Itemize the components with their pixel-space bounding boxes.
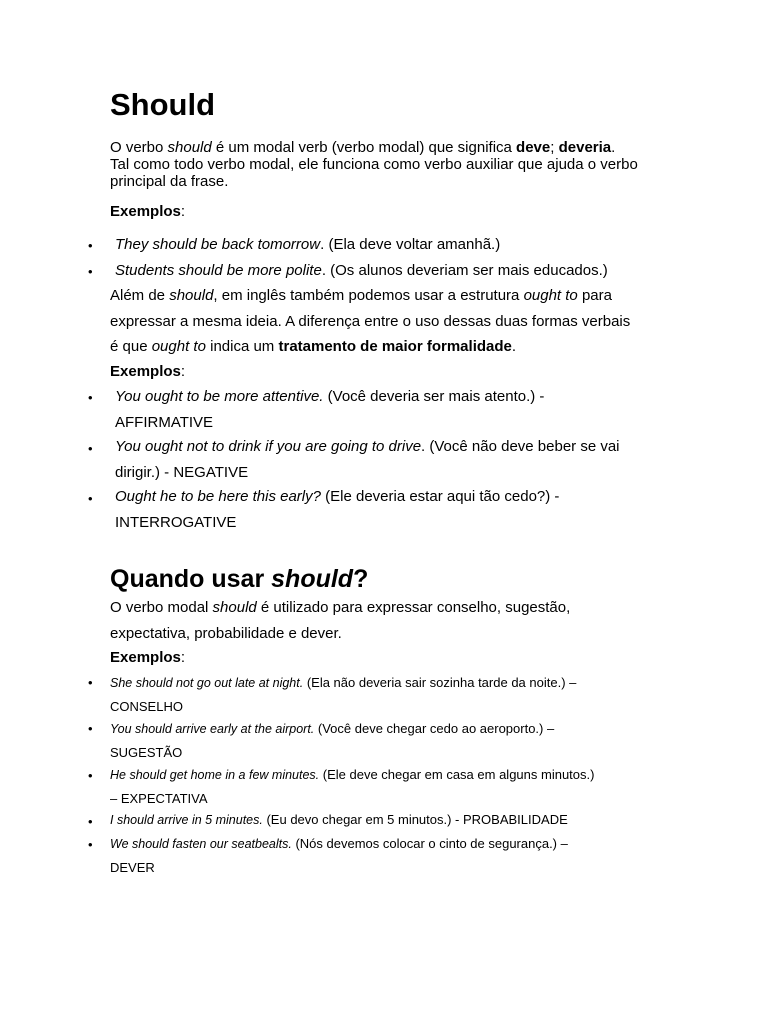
example-translation: (Nós devemos colocar o cinto de segurança.) –: [291, 836, 568, 851]
title-text: ?: [353, 565, 369, 593]
example-english: She should not go out late at night.: [110, 676, 304, 690]
list-item-line: [115, 384, 544, 410]
examples-label: [110, 363, 185, 381]
italic-term: should: [167, 139, 212, 156]
example-english: You ought not to drink if you are going to drive: [115, 438, 422, 455]
list-item: [110, 763, 594, 810]
bullet: •: [88, 264, 93, 279]
intro-paragraph: [110, 139, 638, 190]
italic-term: should: [169, 287, 214, 304]
label-colon: :: [180, 649, 186, 666]
text-span: indica um: [205, 338, 279, 355]
list-item-line: CONSELHO: [110, 699, 183, 714]
ought-line-3: [110, 334, 630, 360]
list-item: [115, 434, 620, 485]
italic-term: ought to: [523, 287, 578, 304]
ought-line-2: expressar a mesma ideia. A diferença entre o uso dessas duas formas verbais: [110, 312, 631, 330]
list-item-line: AFFIRMATIVE: [115, 413, 214, 431]
section-title: [110, 562, 368, 596]
list-item: [115, 262, 608, 279]
list-item: [115, 384, 544, 435]
intro-line-1: [110, 139, 638, 156]
bullet: •: [88, 390, 93, 405]
text-span: é um modal verb (verbo modal) que significa: [211, 139, 517, 156]
example-translation: (Você deve chegar cedo ao aeroporto.) –: [314, 721, 555, 736]
text-span: .: [611, 139, 616, 156]
list-item-line: – EXPECTATIVA: [110, 791, 208, 806]
example-translation: (Ele deveria estar aqui tão cedo?) -: [320, 488, 560, 505]
list-item: [115, 484, 559, 535]
title-italic: should: [271, 565, 354, 593]
bold-term: deve: [516, 139, 551, 156]
text-span: para: [577, 287, 612, 304]
text-span: ;: [550, 139, 559, 156]
list-item: [115, 236, 500, 253]
intro-line-1: [110, 595, 570, 621]
example-english: You should arrive early at the airport.: [110, 722, 315, 736]
list-item: [110, 717, 554, 764]
ought-paragraph: [110, 283, 630, 360]
example-translation: (Eu devo chegar em 5 minutos.) - PROBABILIDADE: [262, 812, 568, 827]
list-item: [110, 808, 568, 832]
ought-line-1: [110, 283, 630, 309]
label-colon: :: [180, 363, 186, 380]
list-item-line: [115, 434, 620, 460]
example-translation: . (Ela deve voltar amanhã.): [320, 236, 501, 253]
list-item-line: [110, 832, 568, 856]
example-translation: (Você deveria ser mais atento.) -: [323, 388, 545, 405]
list-item: [110, 832, 568, 879]
examples-label: [110, 203, 185, 221]
page-title: Should: [110, 87, 216, 122]
list-item-line: DEVER: [110, 860, 155, 875]
bullet: •: [88, 721, 93, 736]
section2-intro: [110, 595, 570, 646]
text-span: , em inglês também podemos usar a estrutura: [213, 287, 524, 304]
example-english: Ought he to be here this early?: [115, 488, 321, 505]
example-english: I should arrive in 5 minutes.: [110, 813, 263, 827]
example-english: He should get home in a few minutes.: [110, 768, 320, 782]
intro-line-2: Tal como todo verbo modal, ele funciona como verbo auxiliar que ajuda o verbo: [110, 156, 638, 173]
text-span: Além de: [110, 287, 170, 304]
label-text: Exemplos: [110, 363, 181, 380]
text-span: .: [511, 338, 517, 355]
italic-term: ought to: [151, 338, 206, 355]
example-translation: . (Os alunos deveriam ser mais educados.): [321, 262, 608, 279]
intro-line-3: principal da frase.: [110, 173, 229, 190]
text-span: é utilizado para expressar conselho, sugestão,: [256, 599, 571, 616]
list-item-line: SUGESTÃO: [110, 745, 183, 760]
bullet: •: [88, 814, 93, 829]
example-english: They should be back tomorrow: [115, 236, 321, 253]
list-item: [110, 671, 576, 718]
label-text: Exemplos: [110, 203, 181, 220]
text-span: O verbo: [110, 139, 168, 156]
list-item-line: [110, 717, 554, 741]
list-item-line: [110, 671, 576, 695]
example-translation: (Ela não deveria sair sozinha tarde da noite.) –: [303, 675, 577, 690]
label-text: Exemplos: [110, 649, 181, 666]
italic-term: should: [212, 599, 257, 616]
example-english: We should fasten our seatbealts.: [110, 837, 292, 851]
example-translation: . (Você não deve beber se vai: [421, 438, 620, 455]
examples-label: [110, 649, 185, 667]
list-item-line: [115, 484, 559, 510]
text-span: é que: [110, 338, 152, 355]
bullet: •: [88, 238, 93, 253]
bold-term: deveria: [558, 139, 612, 156]
label-colon: :: [180, 203, 186, 220]
text-span: O verbo modal: [110, 599, 213, 616]
bold-term: tratamento de maior formalidade: [278, 338, 512, 355]
list-item-line: [110, 763, 594, 787]
bullet: •: [88, 441, 93, 456]
list-item-line: dirigir.) - NEGATIVE: [115, 463, 249, 481]
bullet: •: [88, 837, 93, 852]
bullet: •: [88, 675, 93, 690]
example-english: You ought to be more attentive.: [115, 388, 324, 405]
bullet: •: [88, 768, 93, 783]
example-translation: (Ele deve chegar em casa em alguns minutos.): [319, 767, 595, 782]
title-text: Quando usar: [110, 565, 272, 593]
bullet: •: [88, 491, 93, 506]
list-item-line: INTERROGATIVE: [115, 513, 237, 531]
list-item-line: [110, 808, 568, 832]
intro-line-2: expectativa, probabilidade e dever.: [110, 624, 342, 642]
example-english: Students should be more polite: [115, 262, 322, 279]
